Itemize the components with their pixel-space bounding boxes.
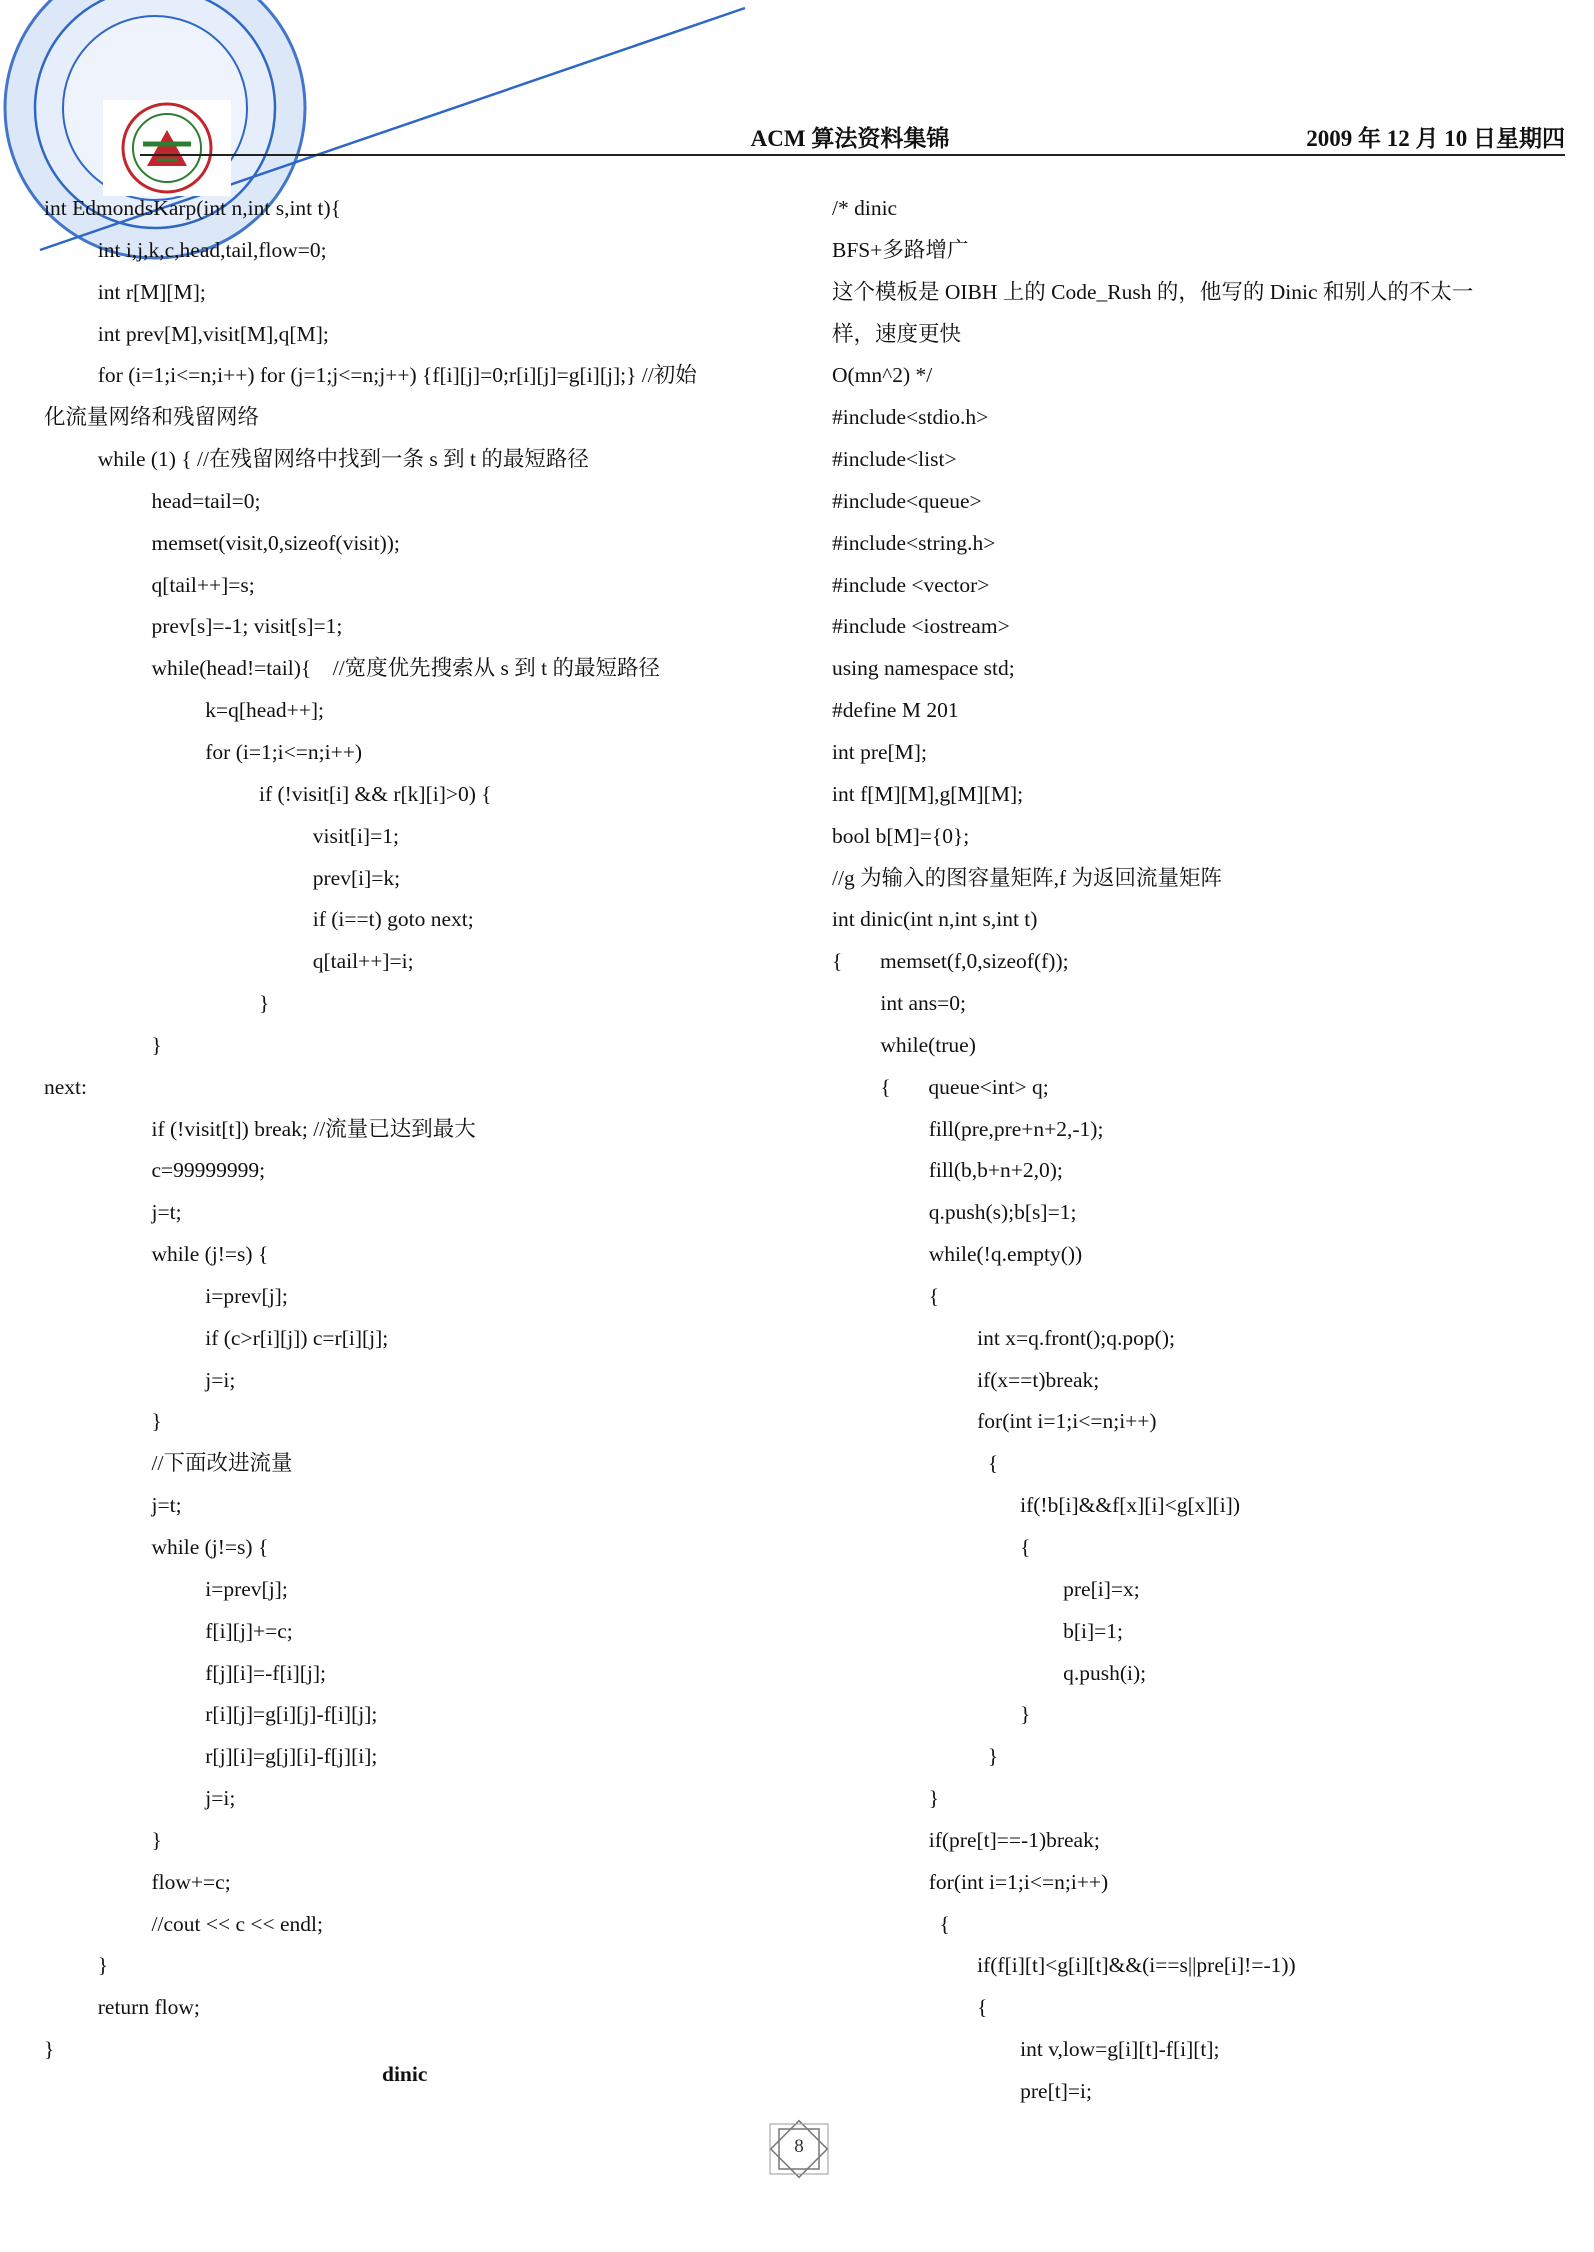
right-code-line: if(x==t)break; <box>832 1367 1100 1392</box>
code-column-right <box>832 188 1572 2113</box>
right-code-line: } <box>832 1702 1031 1727</box>
right-code-line: if(pre[t]==-1)break; <box>832 1827 1100 1852</box>
left-code-line: 化流量网络和残留网络 <box>44 405 260 430</box>
right-code-line: { memset(f,0,sizeof(f)); <box>832 949 1069 974</box>
page-number: 8 <box>794 2136 804 2157</box>
right-code-line: 样，速度更快 <box>832 321 962 346</box>
left-code-line: for (i=1;i<=n;i++) for (j=1;j<=n;j++) {f[i][j]=0;r[i][j]=g[i][j];} //初始 <box>44 363 697 388</box>
left-code-line: prev[i]=k; <box>44 865 401 890</box>
left-code-line: for (i=1;i<=n;i++) <box>44 739 363 764</box>
right-code-line: { <box>832 1451 999 1476</box>
right-code-line: { <box>832 1535 1031 1559</box>
left-code-line: prev[s]=-1; visit[s]=1; <box>44 614 343 639</box>
header-title: ACM 算法资料集锦 <box>750 126 950 151</box>
left-code-line: while (j!=s) { <box>44 1242 269 1267</box>
left-code-line: int prev[M],visit[M],q[M]; <box>44 321 329 346</box>
left-code-line: if (!visit[t]) break; //流量已达到最大 <box>44 1116 476 1141</box>
right-code-line: int pre[M]; <box>832 739 927 764</box>
right-code-line: { queue<int> q; <box>832 1074 1049 1099</box>
left-code-line: k=q[head++]; <box>44 698 325 723</box>
left-code-line: } <box>44 1032 162 1057</box>
right-code-line: fill(pre,pre+n+2,-1); <box>832 1116 1104 1141</box>
left-code-line: while (1) { //在残留网络中找到一条 s 到 t 的最短路径 <box>44 447 589 472</box>
page-number-badge <box>758 2114 840 2184</box>
right-code-line: { <box>832 1995 988 2020</box>
left-code-line: visit[i]=1; <box>44 823 399 848</box>
right-code-line: for(int i=1;i<=n;i++) <box>832 1869 1109 1894</box>
left-code-line: //下面改进流量 <box>44 1451 293 1476</box>
right-code-line: int dinic(int n,int s,int t) <box>832 907 1038 932</box>
right-code-line: int ans=0; <box>832 991 966 1016</box>
right-code-line: int v,low=g[i][t]-f[i][t]; <box>832 2037 1220 2062</box>
right-code-line: q.push(s);b[s]=1; <box>832 1200 1077 1225</box>
right-code-line: int x=q.front();q.pop(); <box>832 1325 1175 1350</box>
left-code-line: if (!visit[i] && r[k][i]>0) { <box>44 781 492 806</box>
right-code-line: BFS+多路增广 <box>832 237 969 262</box>
left-code-line: } <box>44 991 270 1016</box>
left-code-line: while(head!=tail){ //宽度优先搜索从 s 到 t 的最短路径 <box>44 656 661 681</box>
left-code-line: r[j][i]=g[j][i]-f[j][i]; <box>44 1744 378 1769</box>
left-code-line: while (j!=s) { <box>44 1535 269 1559</box>
right-code-line: pre[i]=x; <box>832 1576 1140 1601</box>
left-code-line: head=tail=0; <box>44 488 261 513</box>
right-code-line: { <box>832 1283 940 1308</box>
left-code-line: if (c>r[i][j]) c=r[i][j]; <box>44 1325 389 1350</box>
left-code-line: j=i; <box>44 1367 236 1392</box>
left-code-line: f[j][i]=-f[i][j]; <box>44 1660 326 1685</box>
right-code-line: //g 为输入的图容量矩阵,f 为返回流量矩阵 <box>832 865 1222 890</box>
right-code-line: if(f[i][t]<g[i][t]&&(i==s||pre[i]!=-1)) <box>832 1953 1296 1978</box>
right-code-line: 这个模板是 OIBH 上的 Code_Rush 的，他写的 Dinic 和别人的不太一 <box>832 279 1474 304</box>
left-code-line: memset(visit,0,sizeof(visit)); <box>44 530 400 555</box>
code-column-left <box>44 188 784 2071</box>
right-code-line: q.push(i); <box>832 1660 1147 1685</box>
page-header <box>140 118 1565 156</box>
left-code-line: i=prev[j]; <box>44 1576 288 1601</box>
right-code-line: while(!q.empty()) <box>832 1242 1083 1267</box>
left-code-line: int EdmondsKarp(int n,int s,int t){ <box>44 196 341 220</box>
right-code-line: } <box>832 1744 999 1769</box>
section-heading-dinic: dinic <box>382 2062 428 2086</box>
right-code-line: if(!b[i]&&f[x][i]<g[x][i]) <box>832 1493 1240 1518</box>
left-code-line: j=t; <box>44 1200 182 1225</box>
right-code-line: #include<queue> <box>832 488 982 513</box>
left-code-line: if (i==t) goto next; <box>44 907 474 932</box>
left-code-line: q[tail++]=i; <box>44 949 414 974</box>
left-code-line: r[i][j]=g[i][j]-f[i][j]; <box>44 1702 378 1727</box>
left-code-line: flow+=c; <box>44 1869 231 1894</box>
left-code-line: j=t; <box>44 1493 182 1518</box>
right-code-line: #include <vector> <box>832 572 990 597</box>
right-code-line: for(int i=1;i<=n;i++) <box>832 1409 1157 1434</box>
left-code-line: } <box>44 1953 109 1978</box>
left-code-line: return flow; <box>44 1995 200 2020</box>
left-code-line: i=prev[j]; <box>44 1283 288 1308</box>
right-code-line: #include<string.h> <box>832 530 996 555</box>
right-code-line: { <box>832 1911 950 1936</box>
right-code-line: using namespace std; <box>832 656 1015 681</box>
left-code-line: int r[M][M]; <box>44 279 206 304</box>
left-code-line: int i,j,k,c,head,tail,flow=0; <box>44 237 327 262</box>
right-code-line: #include<stdio.h> <box>832 405 989 430</box>
header-date: 2009 年 12 月 10 日星期四 <box>1306 126 1565 151</box>
right-code-line: #include <iostream> <box>832 614 1010 639</box>
left-code-line: f[i][j]+=c; <box>44 1618 293 1643</box>
right-code-line: while(true) <box>832 1032 976 1057</box>
left-code-line: } <box>44 1409 162 1434</box>
right-code-line: int f[M][M],g[M][M]; <box>832 781 1024 806</box>
right-code-line: b[i]=1; <box>832 1618 1124 1643</box>
left-code-line: j=i; <box>44 1786 236 1811</box>
left-code-line: c=99999999; <box>44 1158 266 1183</box>
right-code-line: #include<list> <box>832 447 957 472</box>
left-code-line: //cout << c << endl; <box>44 1911 323 1936</box>
right-code-line: bool b[M]={0}; <box>832 823 970 848</box>
right-code-line: O(mn^2) */ <box>832 363 933 388</box>
left-code-line: next: <box>44 1074 87 1099</box>
left-code-line: } <box>44 2037 55 2062</box>
right-code-line: /* dinic <box>832 196 898 220</box>
right-code-line: fill(b,b+n+2,0); <box>832 1158 1063 1183</box>
right-code-line: } <box>832 1786 940 1811</box>
left-code-line: q[tail++]=s; <box>44 572 255 597</box>
left-code-line: } <box>44 1827 162 1852</box>
right-code-line: pre[t]=i; <box>832 2078 1092 2103</box>
right-code-line: #define M 201 <box>832 698 959 723</box>
